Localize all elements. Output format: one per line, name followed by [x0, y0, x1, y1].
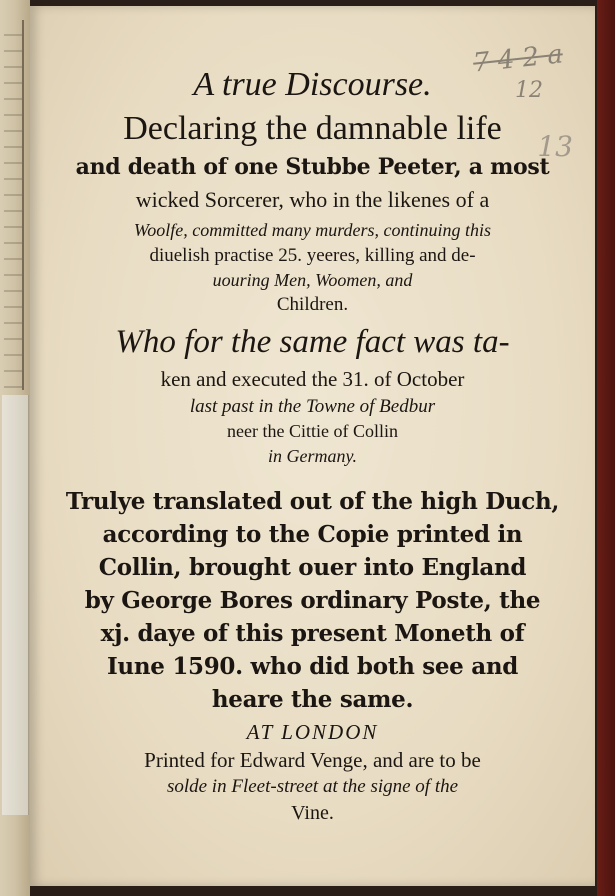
- paper-tab: [2, 395, 29, 815]
- subheading: Declaring the damnable life: [123, 110, 502, 147]
- shelfmark-upper: 7 4 2 a: [471, 39, 565, 79]
- imprint-line-3: Vine.: [291, 802, 334, 824]
- translation-line-4: by George Bores ordinary Poste, the: [84, 587, 541, 614]
- translation-line-7: heare the same.: [211, 686, 414, 713]
- translation-line-1: Trulye translated out of the high Duch,: [65, 488, 560, 515]
- description-line-3: Woolfe, committed many murders, continuing this: [133, 220, 492, 240]
- description-line-5: uouring Men, Woomen, and: [212, 270, 413, 290]
- shelfmark-lower: 13: [537, 130, 573, 163]
- imprint-line-1: Printed for Edward Venge, and are to be: [144, 748, 481, 772]
- translation-line-6: Iune 1590. who did both see and: [106, 653, 519, 680]
- woodcut-border: [4, 20, 24, 390]
- execution-line-5: in Germany.: [268, 446, 357, 466]
- description-line-6: Children.: [276, 294, 349, 315]
- shelfmark-number: 12: [515, 78, 543, 103]
- description-line-4: diuelish practise 25. yeeres, killing and de-: [149, 245, 476, 266]
- imprint-place: AT LONDON: [246, 720, 379, 744]
- page-binding: [0, 0, 30, 896]
- translation-line-3: Collin, brought ouer into England: [98, 554, 527, 581]
- translation-line-2: according to the Copie printed in: [102, 521, 523, 548]
- red-book-edge: [597, 0, 615, 896]
- execution-line-4: neer the Cittie of Collin: [227, 421, 398, 441]
- translation-line-5: xj. daye of this present Moneth of: [100, 620, 525, 647]
- execution-line-3: last past in the Towne of Bedbur: [189, 396, 436, 417]
- execution-line-1: Who for the same fact was ta-: [115, 324, 510, 360]
- title-page: [30, 6, 595, 886]
- shelfmark-annotation: [437, 40, 577, 170]
- heading: A true Discourse.: [193, 66, 432, 103]
- description-line-2: wicked Sorcerer, who in the likenes of a: [135, 187, 490, 212]
- execution-line-2: ken and executed the 31. of October: [160, 367, 465, 391]
- description-line-1: and death of one Stubbe Peeter, a most: [75, 154, 550, 180]
- imprint-line-2: solde in Fleet-street at the signe of the: [166, 776, 459, 797]
